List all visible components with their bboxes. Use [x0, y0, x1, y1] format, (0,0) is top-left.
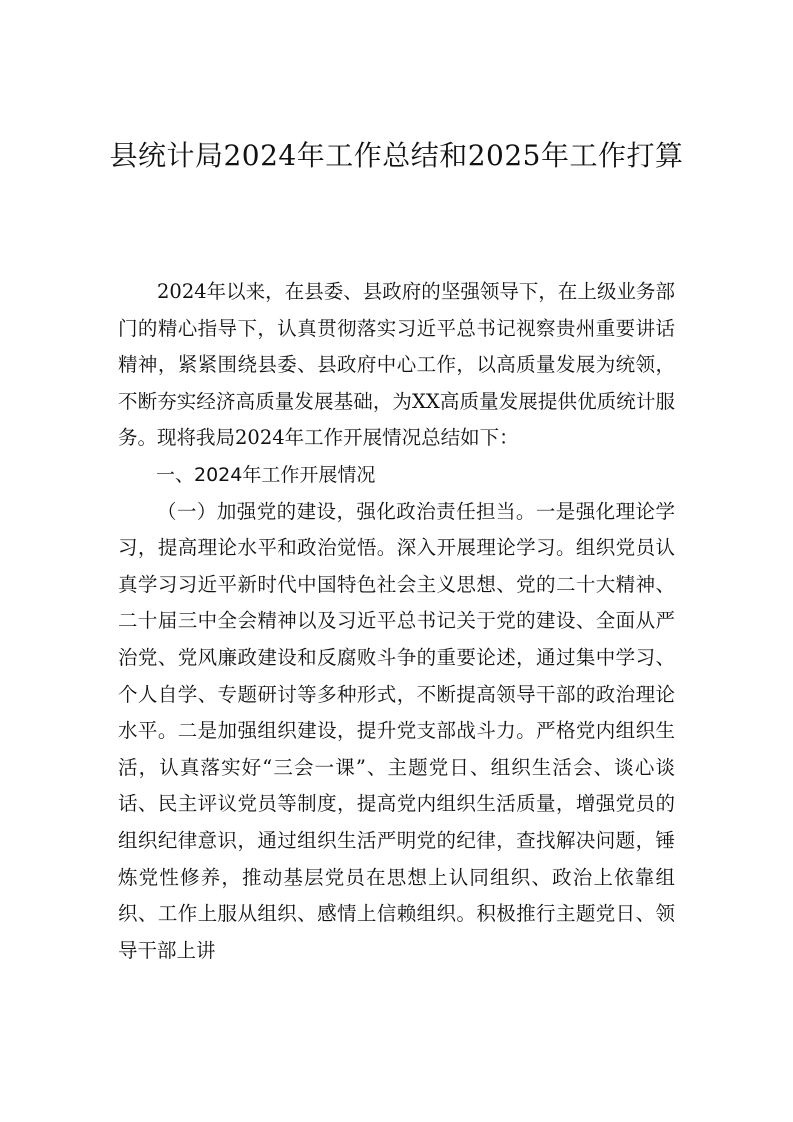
- subsection-1-paragraph: [118, 494, 675, 970]
- subsection-1-body: 一是强化理论学习，提高理论水平和政治觉悟。深入开展理论学习。组织党员认真学习习近平新时代中国特色社会主义思想、党的二十大精神、二十届三中全会精神以及习近平总书记关于党的建设、全面从严治党、党风廉政建设和反腐败斗争的重要论述，通过集中学习、个人自学、专题研讨等多种形式，不断提高领导干部的政治理论水平。二是加强组织建设，提升党支部战斗力。严格党内组织生活，认真落实好“三会一课”、主题党日、组织生活会、谈心谈话、民主评议党员等制度，提高党内组织生活质量，增强党员的组织纪律意识，通过组织生活严明党的纪律，查找解决问题，锤炼党性修养，推动基层党员在思想上认同组织、政治上依靠组织、工作上服从组织、感情上信赖组织。积极推行主题党日、领导干部上讲: [118, 499, 675, 962]
- document-title: 县统计局2024年工作总结和2025年工作打算: [109, 139, 684, 172]
- document-body: [118, 274, 675, 969]
- intro-paragraph: 2024年以来，在县委、县政府的坚强领导下，在上级业务部门的精心指导下，认真贯彻落实习近平总书记视察贵州重要讲话精神，紧紧围绕县委、县政府中心工作，以高质量发展为统领，不断夯实经济高质量发展基础，为XX高质量发展提供优质统计服务。现将我局2024年工作开展情况总结如下：: [118, 280, 675, 450]
- section-heading-1: 一、2024年工作开展情况: [156, 463, 376, 486]
- subsection-1-lead: （一）加强党的建设，强化政治责任担当。: [157, 499, 536, 523]
